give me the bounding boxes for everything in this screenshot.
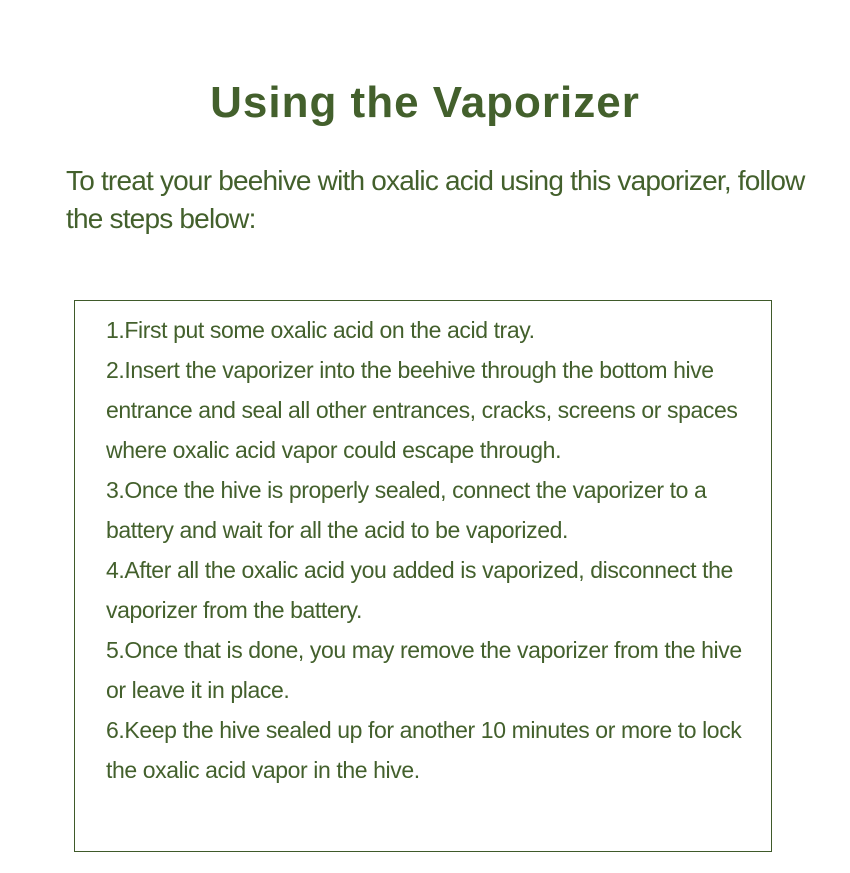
step-3: 3.Once the hive is properly sealed, connect the vaporizer to a battery and wait for all the acid to be vaporized. xyxy=(106,477,707,543)
steps-list xyxy=(106,310,766,790)
step-4: 4.After all the oxalic acid you added is vaporized, disconnect the vaporizer from the battery. xyxy=(106,557,733,623)
page-title: Using the Vaporizer xyxy=(210,78,640,128)
step-1: 1.First put some oxalic acid on the acid tray. xyxy=(106,317,535,343)
intro-text: To treat your beehive with oxalic acid using this vaporizer, follow the steps below: xyxy=(66,165,805,234)
step-6: 6.Keep the hive sealed up for another 10 minutes or more to lock the oxalic acid vapor in the hive. xyxy=(106,717,742,783)
step-5: 5.Once that is done, you may remove the vaporizer from the hive or leave it in place. xyxy=(106,637,742,703)
step-2: 2.Insert the vaporizer into the beehive through the bottom hive entrance and seal all other entrances, cracks, screens or spaces where oxalic acid vapor could escape through. xyxy=(106,357,738,463)
